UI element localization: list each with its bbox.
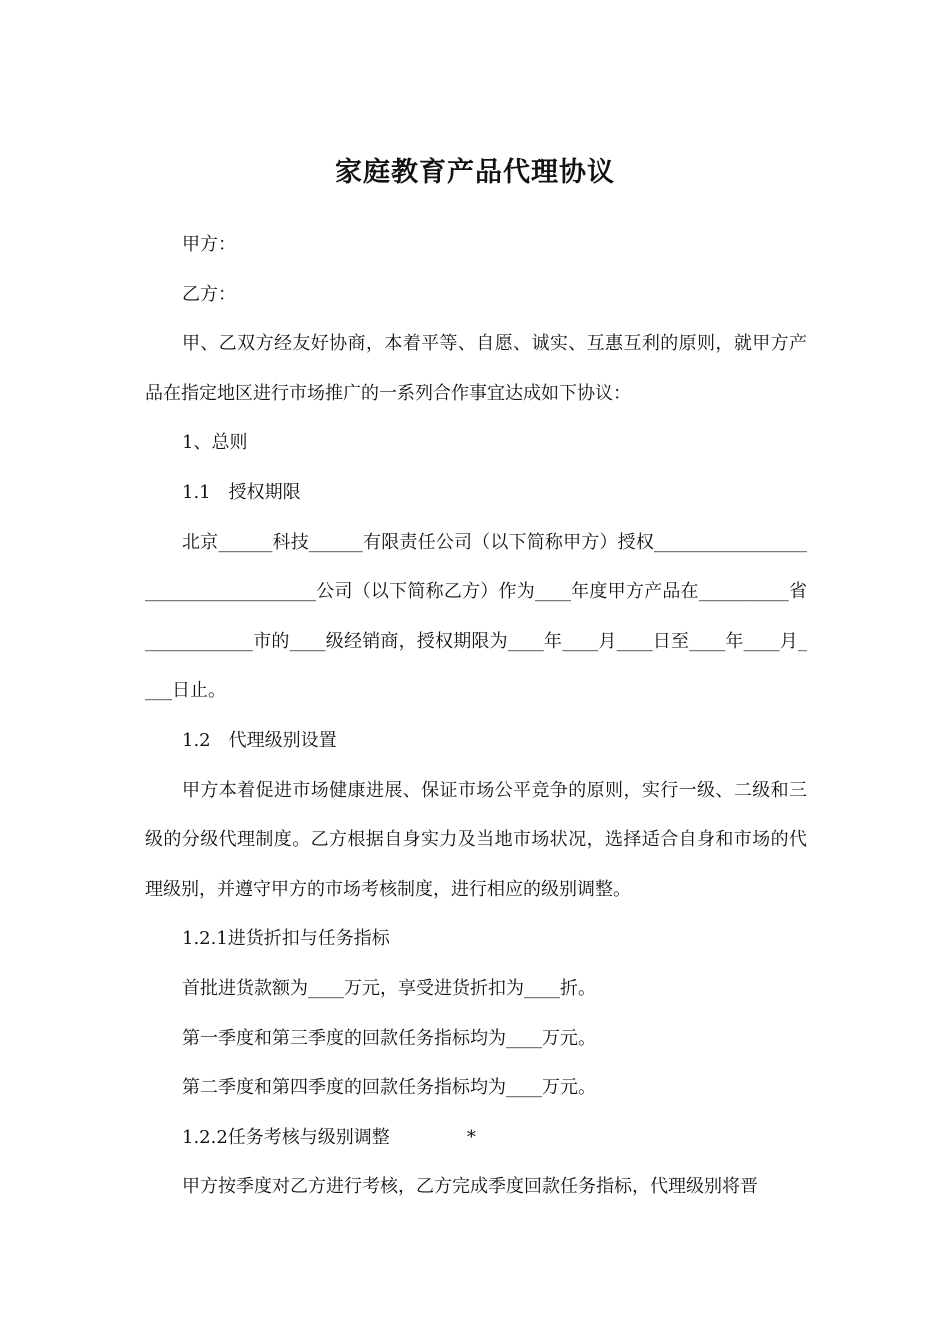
section-heading-general: 1、总则 — [182, 432, 248, 454]
section-heading-assessment — [145, 1113, 807, 1163]
agency-level-paragraph: 甲方本着促进市场健康进展、保证市场公平竞争的原则，实行一级、二级和三级的分级代理制度。乙方根据自身实力及当地市场状况，选择适合自身和市场的代理级别，并遵守甲方的市场考核制度，进行相应的级别调整。 — [145, 779, 807, 900]
preamble-paragraph: 甲、乙双方经友好协商，本着平等、自愿、诚实、互惠互利的原则，就甲方产品在指定地区进行市场推广的一系列合作事宜达成如下协议： — [145, 333, 807, 404]
section-heading-discount-targets: 1.2.1进货折扣与任务指标 — [182, 928, 390, 950]
document-body — [145, 220, 807, 1212]
section-heading-agency-level: 1.2 代理级别设置 — [182, 729, 337, 751]
assessment-paragraph: 甲方按季度对乙方进行考核，乙方完成季度回款任务指标，代理级别将晋 — [182, 1176, 758, 1198]
party-b-line: 乙方： — [182, 283, 236, 305]
assessment-heading-text: 1.2.2任务考核与级别调整 — [182, 1126, 390, 1148]
authorization-paragraph: 北京______科技______有限责任公司（以下简称甲方）授权____________________________________公司（以下简称乙方）作为____年度甲方产品在__________省____________市的____级经销商，授权期限为____年____月____日至____年____月____日止。 — [145, 531, 807, 702]
asterisk-mark: * — [466, 1126, 476, 1148]
party-a-line: 甲方： — [182, 234, 236, 255]
q2-q4-target-line: 第二季度和第四季度的回款任务指标均为____万元。 — [182, 1077, 596, 1099]
section-heading-authorization-period: 1.1 授权期限 — [182, 481, 301, 503]
first-order-line: 首批进货款额为____万元，享受进货折扣为____折。 — [182, 977, 596, 999]
q1-q3-target-line: 第一季度和第三季度的回款任务指标均为____万元。 — [182, 1027, 596, 1049]
document-title: 家庭教育产品代理协议 — [335, 157, 615, 188]
